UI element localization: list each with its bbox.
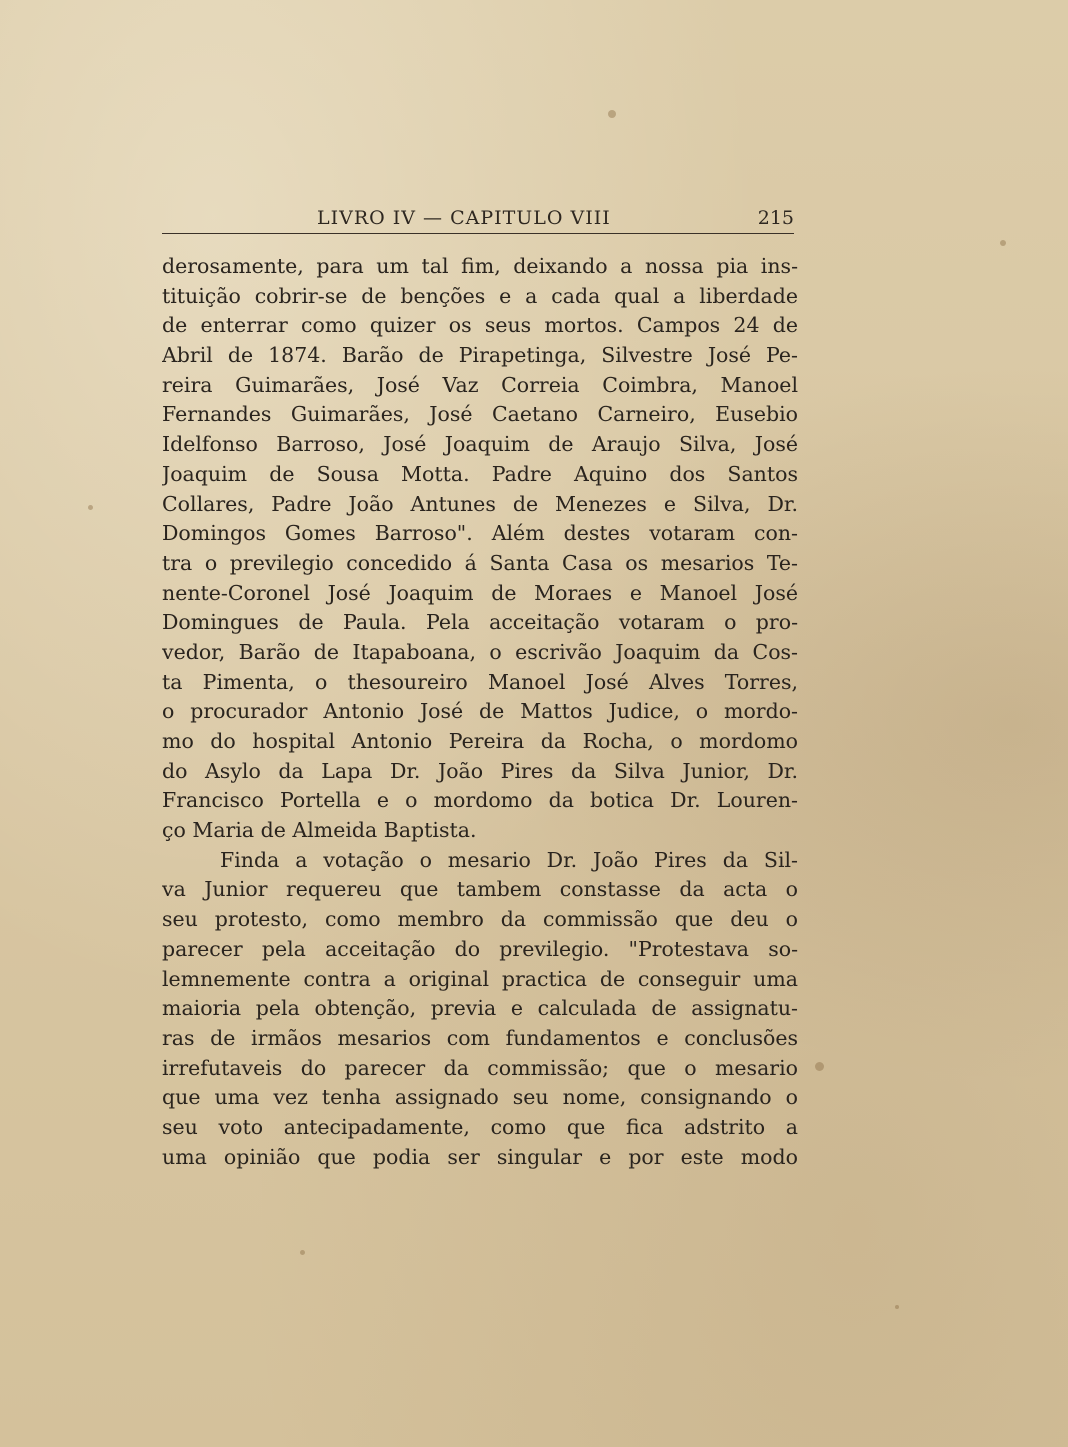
text-line: do Asylo da Lapa Dr. João Pires da Silva Junior, Dr.	[162, 758, 798, 783]
text-line: va Junior requereu que tambem constasse da acta o	[162, 877, 798, 902]
paper-stain	[815, 1062, 824, 1071]
text-line: nente-Coronel José Joaquim de Moraes e Manoel José	[162, 580, 798, 605]
text-line: Abril de 1874. Barão de Pirapetinga, Silvestre José Pe-	[162, 343, 798, 368]
text-line: reira Guimarães, José Vaz Correia Coimbra, Manoel	[162, 372, 798, 397]
text-line: que uma vez tenha assignado seu nome, consignando o	[162, 1085, 798, 1110]
text-line: vedor, Barão de Itapaboana, o escrivão Joaquim da Cos-	[162, 639, 798, 664]
text-line: uma opinião que podia ser singular e por este modo	[162, 1144, 798, 1169]
text-line: Fernandes Guimarães, José Caetano Carneiro, Eusebio	[162, 402, 798, 427]
paper-stain	[608, 110, 616, 118]
text-line: irrefutaveis do parecer da commissão; que o mesario	[162, 1055, 798, 1080]
text-line: mo do hospital Antonio Pereira da Rocha, o mordomo	[162, 729, 798, 753]
text-line: derosamente, para um tal fim, deixando a nossa pia ins-	[162, 254, 798, 278]
text-line: tituição cobrir-se de benções e a cada qual a liberdade	[162, 283, 798, 308]
text-line: de enterrar como quizer os seus mortos. Campos 24 de	[162, 313, 798, 338]
paragraph-first-line: Finda a votação o mesario Dr. João Pires da Sil-	[220, 847, 798, 872]
running-head: LIVRO IV — CAPITULO VIII	[317, 207, 611, 229]
body-text	[162, 252, 798, 1172]
text-line: tra o previlegio concedido á Santa Casa os mesarios Te-	[162, 550, 798, 575]
text-line: Joaquim de Sousa Motta. Padre Aquino dos Santos	[162, 461, 798, 486]
text-line: Idelfonso Barroso, José Joaquim de Araujo Silva, José	[162, 432, 798, 457]
text-line: Collares, Padre João Antunes de Menezes e Silva, Dr.	[162, 491, 798, 516]
text-line: parecer pela acceitação do previlegio. "Protestava so-	[162, 936, 798, 961]
page-header	[162, 205, 794, 234]
paper-stain	[1000, 240, 1006, 246]
paper-stain	[88, 505, 93, 510]
text-line: ta Pimenta, o thesoureiro Manoel José Alves Torres,	[162, 669, 798, 694]
text-line: Domingos Gomes Barroso". Além destes votaram con-	[162, 521, 798, 546]
text-line: ras de irmãos mesarios com fundamentos e conclusões	[162, 1025, 798, 1050]
text-line: maioria pela obtenção, previa e calculada de assignatu-	[162, 996, 798, 1021]
text-line: o procurador Antonio José de Mattos Judice, o mordo-	[162, 699, 798, 724]
text-line: Francisco Portella e o mordomo da botica Dr. Louren-	[162, 788, 798, 813]
text-line: seu protesto, como membro da commissão que deu o	[162, 907, 798, 932]
text-line: Domingues de Paula. Pela acceitação votaram o pro-	[162, 610, 798, 635]
paper-stain	[895, 1305, 899, 1309]
paragraph-last-line: ço Maria de Almeida Baptista.	[162, 818, 477, 843]
text-line: lemnemente contra a original practica de conseguir uma	[162, 966, 798, 991]
page-number: 215	[757, 207, 794, 229]
paper-stain	[300, 1250, 305, 1255]
text-line: seu voto antecipadamente, como que fica adstrito a	[162, 1114, 798, 1139]
